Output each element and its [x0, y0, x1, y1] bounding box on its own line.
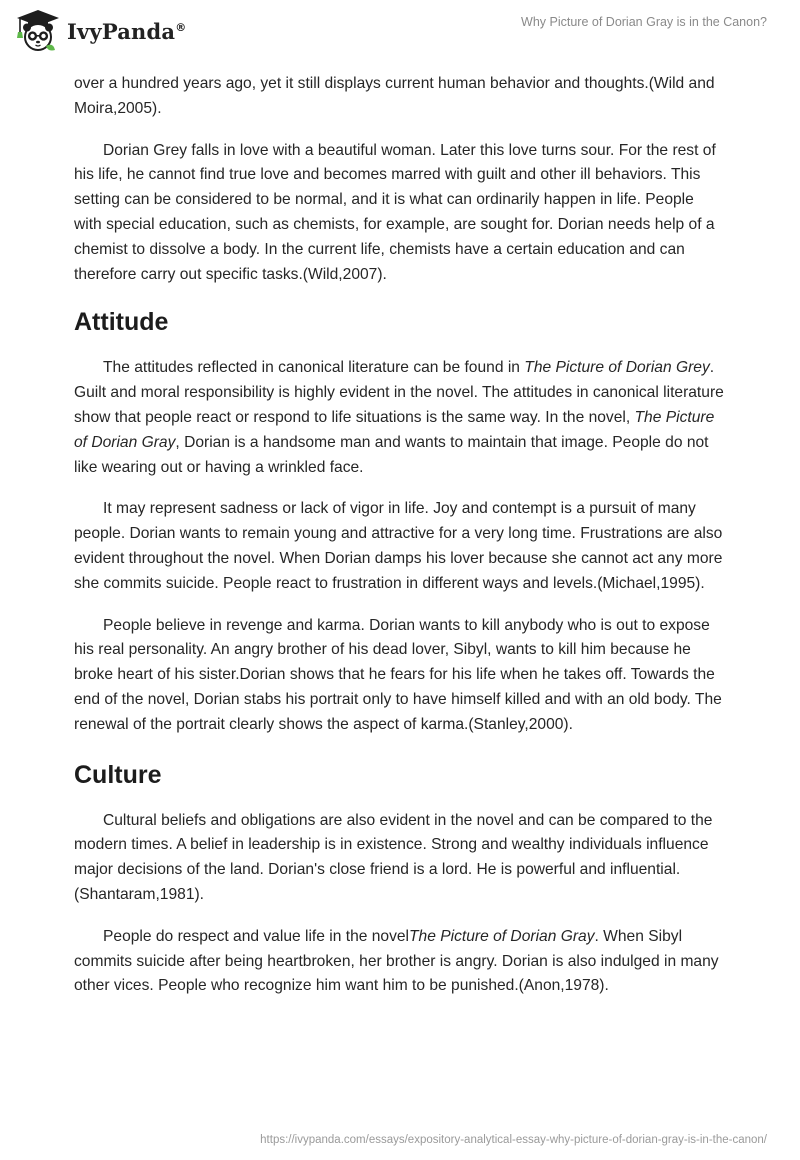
novel-title: The Picture of Dorian Gray	[409, 927, 595, 945]
paragraph-attitude-1: The attitudes reflected in canonical literature can be found in The Picture of Dorian Grey. Guilt and moral responsibility is highly evident in the novel. The attitudes in canonical literature show that people react or respond to life situations is the same way. In the novel, The Picture of Dorian Gray, Dorian is a handsome man and wants to maintain that image. People do not like wearing out or having a wrinkled face.	[74, 359, 724, 476]
page-header	[0, 0, 800, 62]
novel-title: The Picture of Dorian Gray	[74, 408, 715, 451]
heading-culture: Culture	[74, 760, 162, 789]
paragraph-intro: over a hundred years ago, yet it still displays current human behavior and thoughts.(Wild and Moira,2005).	[74, 75, 715, 117]
paragraph-culture-2: People do respect and value life in the novelThe Picture of Dorian Gray. When Sibyl commits suicide after being heartbroken, her brother is angry. Dorian is also indulged in many other vices. People who recognize him want him to be punished.(Anon,1978).	[74, 927, 719, 995]
panda-graduate-icon	[15, 8, 61, 54]
paragraph-culture-1: Cultural beliefs and obligations are also evident in the novel and can be compared to the modern times. A belief in leadership is in existence. Strong and wealthy individuals influence major decisions of the land. Dorian's close friend is a lord. He is powerful and influential.(Shantaram,1981).	[74, 811, 713, 903]
heading-attitude: Attitude	[74, 308, 169, 337]
source-url[interactable]: https://ivypanda.com/essays/expository-analytical-essay-why-picture-of-dorian-gray-is-in-the-canon/	[260, 1134, 767, 1146]
ivypanda-logo[interactable]	[15, 8, 186, 54]
document-title: Why Picture of Dorian Gray is in the Canon?	[521, 15, 767, 29]
novel-title: The Picture of Dorian Grey	[524, 359, 710, 377]
logo-wordmark: IvyPanda®	[67, 18, 187, 44]
paragraph-attitude-3: People believe in revenge and karma. Dorian wants to kill anybody who is out to expose his real personality. An angry brother of his dead lover, Sibyl, wants to kill him because he broke heart of his sister.Dorian shows that he fears for his life when he takes off. Towards the end of the novel, Dorian stabs his portrait only to have himself killed and with an old body. The renewal of the portrait clearly shows the aspect of karma.(Stanley,2000).	[74, 616, 722, 733]
paragraph-dorian-love: Dorian Grey falls in love with a beautiful woman. Later this love turns sour. For the rest of his life, he cannot find true love and becomes marred with guilt and other ill behaviors. This setting can be considered to be normal, and it is what can ordinarily happen in life. People with special education, such as chemists, for example, are sought for. Dorian needs help of a chemist to dissolve a body. In the current life, chemists have a certain education and can therefore carry out specific tasks.(Wild,2007).	[74, 141, 716, 283]
essay-body	[74, 72, 724, 1016]
registered-mark: ®	[175, 20, 187, 34]
paragraph-attitude-2: It may represent sadness or lack of vigor in life. Joy and contempt is a pursuit of many people. Dorian wants to remain young and attractive for a very long time. Frustrations are also evident throughout the novel. When Dorian damps his lover because she cannot act any more she commits suicide. People react to frustration in different ways and levels.(Michael,1995).	[74, 500, 723, 592]
